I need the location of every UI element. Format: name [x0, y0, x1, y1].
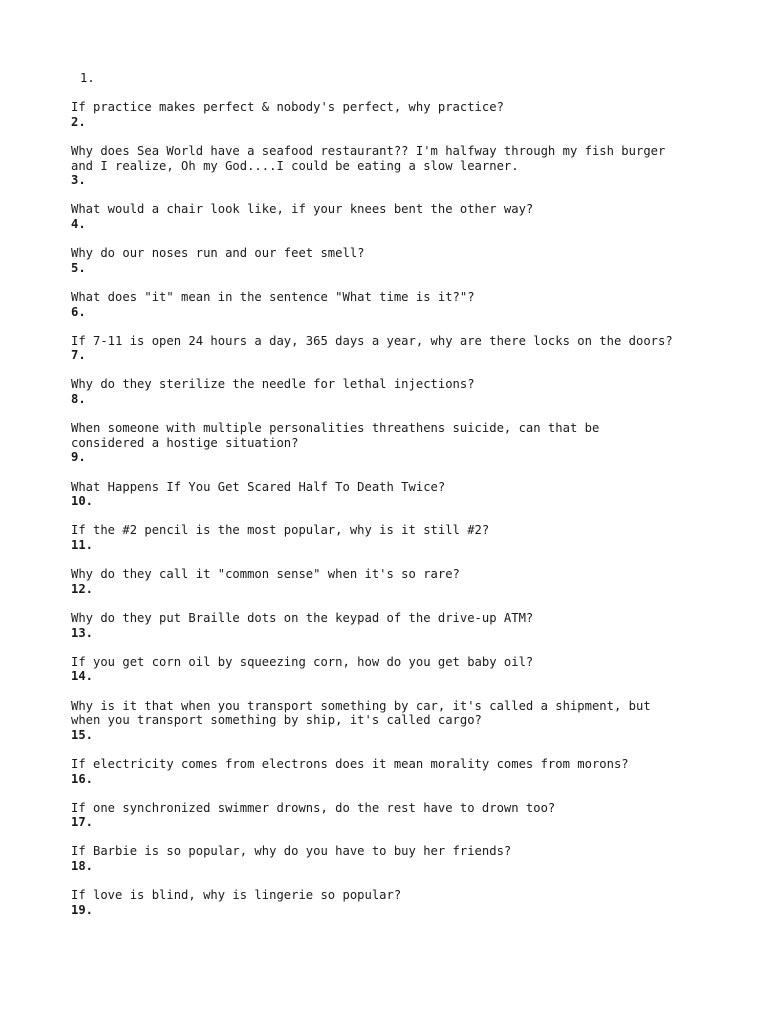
item-number: 7. — [71, 348, 86, 363]
item-number: 16. — [71, 771, 94, 786]
item-number: 10. — [71, 494, 94, 509]
question-text-line: Why do they put Braille dots on the keypad of the drive-up ATM? — [71, 610, 534, 625]
item-number: 8. — [71, 392, 86, 407]
question-text-line: What Happens If You Get Scared Half To Death Twice? — [71, 479, 446, 494]
item-number: 5. — [71, 260, 86, 275]
question-text-line: When someone with multiple personalities threathens suicide, can that be — [71, 421, 600, 436]
list-item — [71, 844, 731, 873]
list-item — [71, 480, 731, 509]
question-text-line: If 7-11 is open 24 hours a day, 365 days a year, why are there locks on the doors? — [71, 333, 673, 348]
list-item — [71, 611, 731, 640]
list-item — [71, 699, 731, 743]
list-item — [71, 567, 731, 596]
item-number: 9. — [71, 450, 86, 465]
item-number: 14. — [71, 669, 94, 684]
list-item — [71, 290, 731, 319]
question-text-line: If Barbie is so popular, why do you have to buy her friends? — [71, 844, 512, 859]
list-item — [71, 801, 731, 830]
list-item — [71, 655, 731, 684]
item-number: 3. — [71, 173, 86, 188]
question-text-line: Why do they call it "common sense" when it's so rare? — [71, 567, 460, 582]
list-item — [71, 100, 731, 129]
question-text-line: What would a chair look like, if your knees bent the other way? — [71, 202, 534, 217]
list-item — [71, 377, 731, 406]
item-number: 11. — [71, 538, 94, 552]
item-number-first: 1. — [80, 71, 95, 85]
question-text-line: Why is it that when you transport something by car, it's called a shipment, but — [71, 698, 651, 713]
question-text-line: What does "it" mean in the sentence "What time is it?"? — [71, 289, 475, 304]
question-text-line: and I realize, Oh my God....I could be eating a slow learner. — [71, 158, 519, 173]
item-number: 12. — [71, 581, 94, 596]
list-item — [71, 421, 731, 465]
question-list — [71, 100, 731, 917]
list-item — [71, 144, 731, 188]
item-number: 19. — [71, 902, 94, 917]
question-text-line: Why do our noses run and our feet smell? — [71, 246, 365, 261]
list-item — [71, 246, 731, 275]
list-item — [71, 334, 731, 363]
question-text-line: Why does Sea World have a seafood restaurant?? I'm halfway through my fish burger — [71, 143, 666, 158]
item-number: 15. — [71, 727, 94, 742]
question-text-line: Why do they sterilize the needle for lethal injections? — [71, 377, 475, 392]
item-number: 4. — [71, 216, 86, 231]
question-text-line: If electricity comes from electrons does it mean morality comes from morons? — [71, 756, 629, 771]
question-text-line: considered a hostige situation? — [71, 435, 299, 450]
question-text-line: If love is blind, why is lingerie so popular? — [71, 888, 402, 903]
question-text-line: If one synchronized swimmer drowns, do the rest have to drown too? — [71, 800, 556, 815]
document-page — [71, 71, 731, 917]
item-number: 2. — [71, 114, 86, 129]
item-number: 17. — [71, 815, 94, 830]
list-item — [71, 888, 731, 917]
item-number: 6. — [71, 304, 86, 319]
item-number: 18. — [71, 859, 94, 874]
item-number: 13. — [71, 625, 94, 640]
question-text-line: If you get corn oil by squeezing corn, how do you get baby oil? — [71, 654, 534, 669]
question-text-line: If practice makes perfect & nobody's perfect, why practice? — [71, 100, 504, 115]
question-text-line: when you transport something by ship, it's called cargo? — [71, 713, 482, 728]
question-text-line: If the #2 pencil is the most popular, why is it still #2? — [71, 523, 490, 538]
list-item — [71, 757, 731, 786]
list-item — [71, 202, 731, 231]
list-item — [71, 523, 731, 552]
